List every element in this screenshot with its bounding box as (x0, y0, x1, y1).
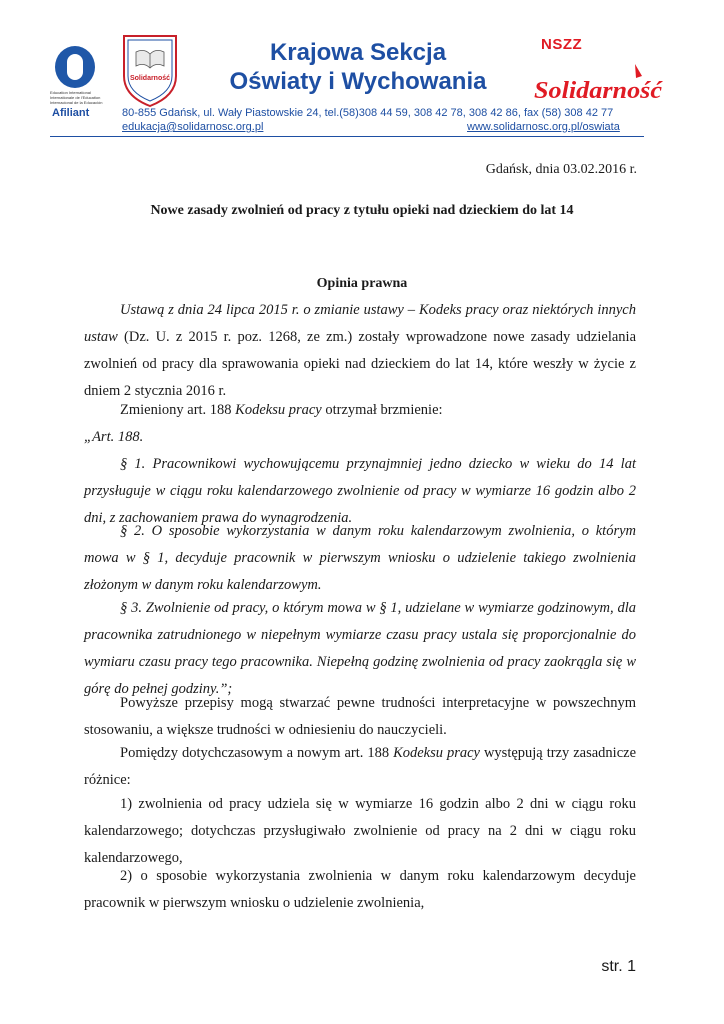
website-link[interactable]: www.solidarnosc.org.pl/oswiata (467, 121, 620, 133)
section-title-line1: Krajowa Sekcja (269, 39, 447, 66)
education-international-logo (50, 46, 105, 106)
article-heading: „Art. 188. (84, 429, 144, 445)
differences-pre: Pomiędzy dotychczasowym a nowym art. 188 (120, 745, 394, 761)
difference-item-2: 2) o sposobie wykorzystania zwolnienia w danym roku kalendarzowym decyduje pracownik w pierwszym wniosku o udzielenie zwolnienia, (84, 868, 636, 911)
document-date: Gdańsk, dnia 03.02.2016 r. (485, 162, 637, 177)
solidarnosc-logo (530, 58, 666, 108)
document-title: Nowe zasady zwolnień od pracy z tytułu opieki nad dzieckiem do lat 14 (150, 203, 574, 218)
afiliant-label: Afiliant (52, 107, 90, 119)
changed-article-paragraph (84, 397, 636, 424)
section-title (208, 38, 508, 96)
ei-logo-caption: Education International Internationale de l'Education Internacional de la Educación (50, 90, 103, 105)
differences-post: występują trzy zasadnicze różnice: (84, 745, 637, 788)
address-line: 80-855 Gdańsk, ul. Wały Piastowskie 24, tel.(58)308 44 59, 308 42 78, 308 42 86, fax (58) 308 42 77 (122, 107, 614, 119)
intro-rest: (Dz. U. z 2015 r. poz. 1268, ze zm.) zostały wprowadzone nowe zasady udzielania zwolnień od pracy dla sprawowania opieki nad dzieckiem do lat 14, które weszły w życie z dniem 2 stycznia 2016 r. (84, 329, 636, 399)
crest-wordmark: Solidarność (129, 75, 171, 82)
intro-paragraph (84, 297, 636, 405)
intro-law-title: Ustawą z dnia 24 lipca 2015 r. o zmianie ustawy – Kodeks pracy oraz niektórych innych ustaw (84, 302, 636, 345)
email-link[interactable]: edukacja@solidarnosc.org.pl (122, 121, 264, 133)
solidarnosc-wordmark: Solidarność (534, 78, 664, 104)
differences-paragraph (84, 740, 636, 794)
differences-code-name: Kodeksu pracy (393, 745, 480, 761)
document-subtitle: Opinia prawna (316, 276, 408, 291)
changed-pre: Zmieniony art. 188 (120, 402, 236, 418)
changed-code-name: Kodeksu pracy (235, 402, 322, 418)
interpretation-paragraph: Powyższe przepisy mogą stwarzać pewne trudności interpretacyjne w powszechnym stosowaniu, a większe trudności w odniesieniu do nauczycieli. (84, 695, 636, 738)
changed-post: otrzymał brzmienie: (321, 402, 443, 418)
article-paragraph-1: § 1. Pracownikowi wychowującemu przynajmniej jedno dziecko w wieku do 14 lat przysługuje w ciągu roku kalendarzowego zwolnienie od pracy w wymiarze 16 godzin albo 2 dni, z zachowaniem prawa do wynagrodzenia. (84, 456, 636, 526)
difference-item-1: 1) zwolnienia od pracy udziela się w wymiarze 16 godzin albo 2 dni w ciągu roku kalendarzowego; dotychczas przysługiwało zwolnienie od pracy na 2 dni w ciągu roku kalendarzowego, (84, 796, 636, 866)
section-title-line2: Oświaty i Wychowania (229, 68, 487, 95)
page-number: str. 1 (601, 958, 636, 975)
section-crest-logo (118, 32, 182, 108)
nszz-label: NSZZ (541, 36, 583, 53)
article-paragraph-2: § 2. O sposobie wykorzystania w danym roku kalendarzowym zwolnienia, o którym mowa w § 1, decyduje pracownik w pierwszym wniosku o udzielenie takiego zwolnienia złożonym w danym roku kalendarzowym. (84, 523, 636, 593)
ei-logo-icon (55, 46, 95, 88)
header-divider (50, 136, 644, 137)
article-paragraph-3: § 3. Zwolnienie od pracy, o którym mowa w § 1, udzielane w wymiarze godzinowym, dla pracownika zatrudnionego w niepełnym wymiarze czasu pracy ustala się proporcjonalnie do wymiaru czasu pracy tego pracownika. Niepełną godzinę zwolnienia od pracy zaokrągla się w górę do pełnej godziny.”; (84, 600, 636, 697)
